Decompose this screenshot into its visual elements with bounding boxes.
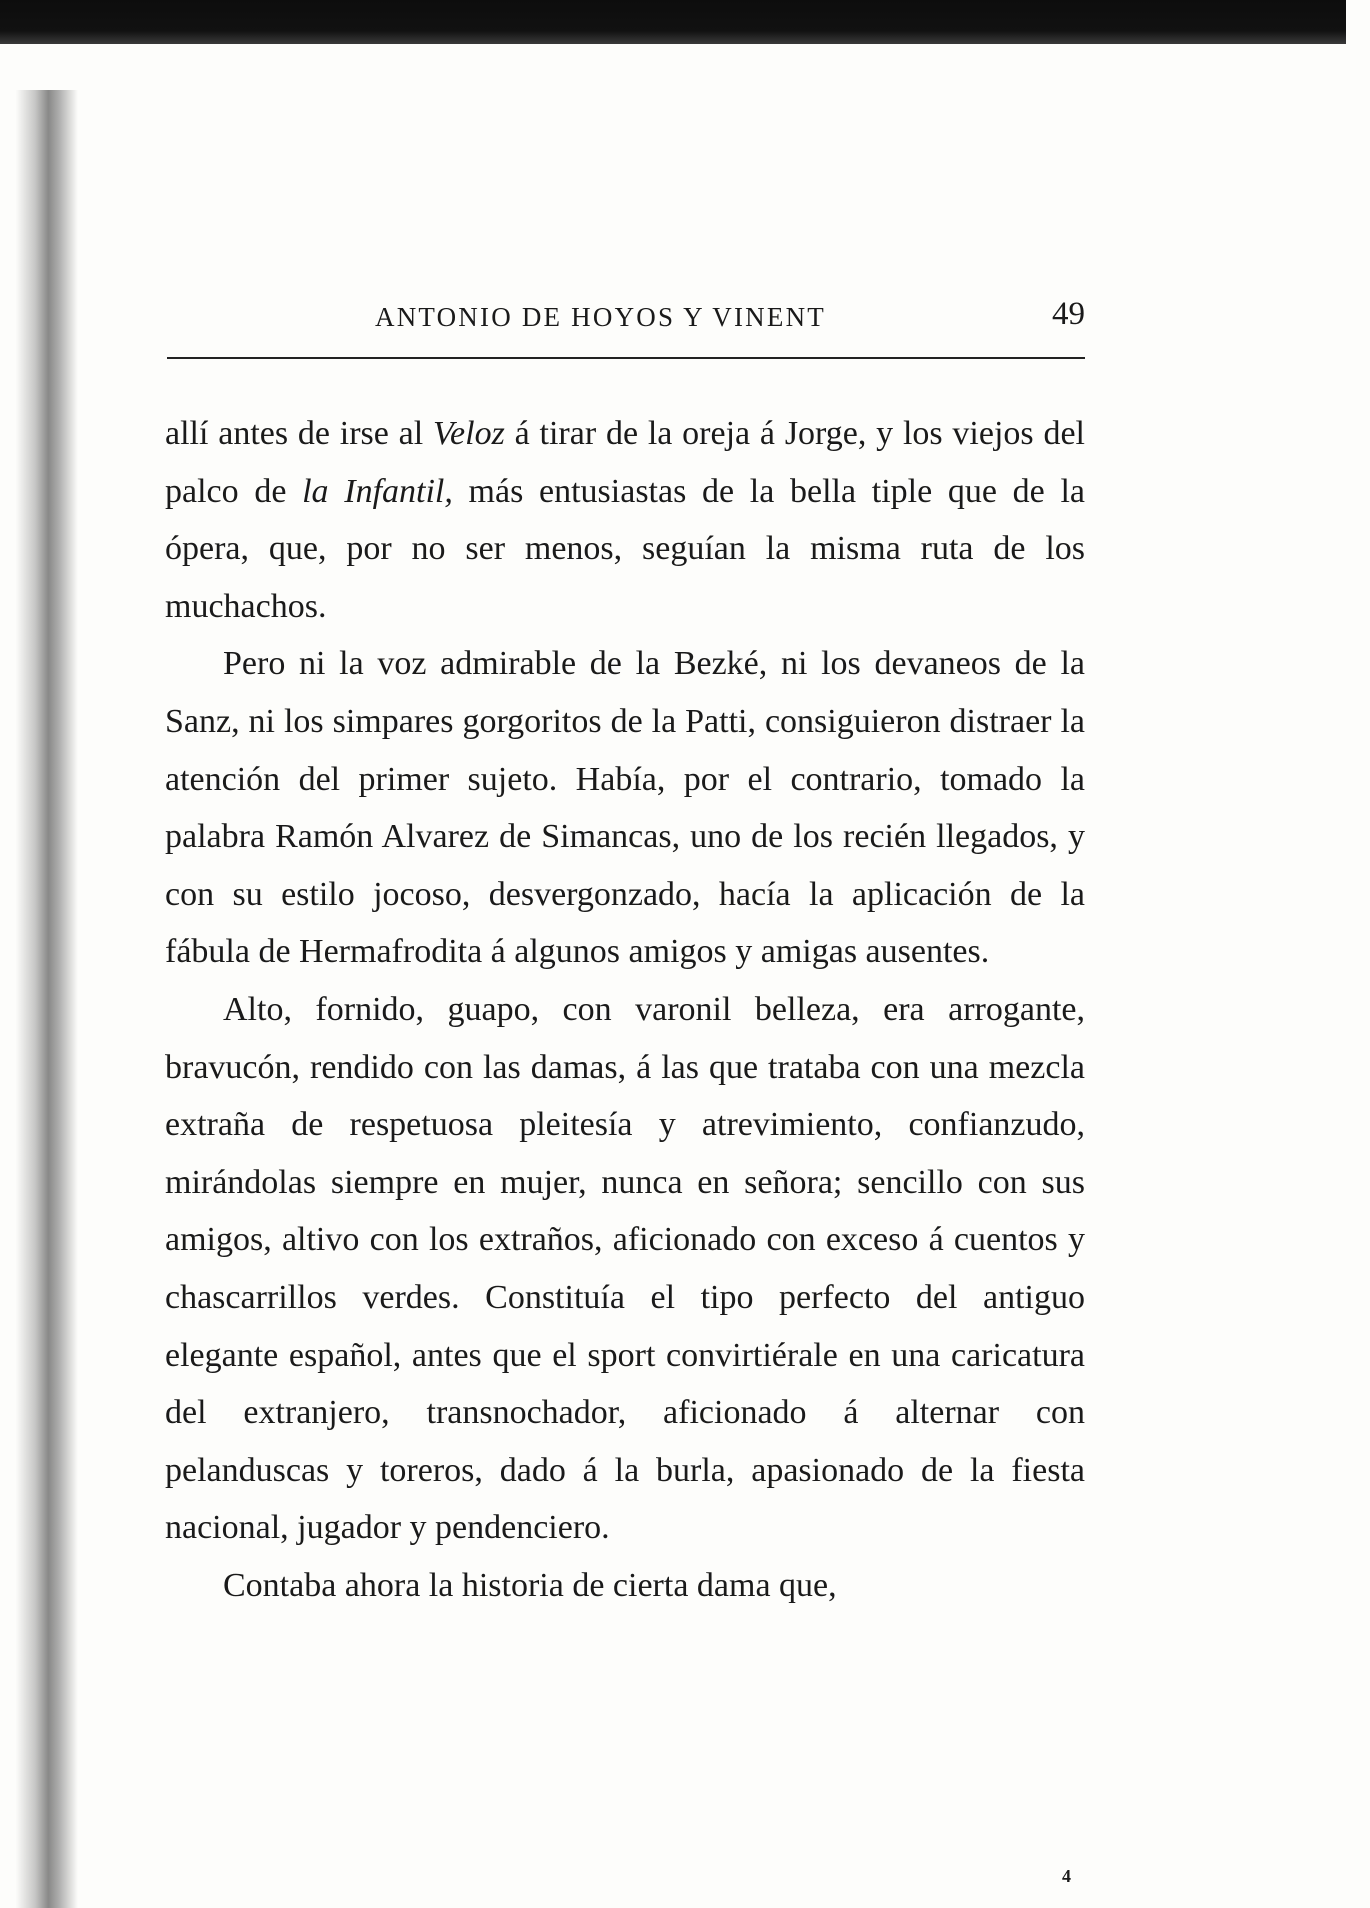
p1-italic-veloz: Veloz	[433, 415, 505, 452]
running-title: ANTONIO DE HOYOS Y VINENT	[375, 302, 826, 332]
page-header	[165, 296, 1085, 340]
paragraph-1	[165, 405, 1085, 635]
paragraph-2: Pero ni la voz admirable de la Bezké, ni los devaneos de la Sanz, ni los simpares gorgoritos de la Patti, consiguieron distraer la atención del primer sujeto. Había, por el contrario, tomado la palabra Ramón Alvarez de Simancas, uno de los recién llegados, y con su estilo jocoso, desvergonzado, hacía la aplicación de la fábula de Hermafrodita á algunos amigos y amigas ausentes.	[165, 645, 1085, 971]
signature-mark: 4	[1062, 1866, 1071, 1886]
spine-shadow	[0, 90, 78, 1908]
p1-text-a: allí antes de irse al	[165, 415, 434, 452]
p1-text-c: más entusiastas de la bella tiple que de la ópera, que, por no ser menos, seguían la misma ruta de los muchachos.	[165, 472, 1085, 625]
header-rule	[167, 357, 1085, 359]
paragraph-4: Contaba ahora la historia de cierta dama que,	[223, 1566, 837, 1604]
p1-text-b: á tirar de la oreja á Jorge, y los viejos del palco de	[165, 415, 1085, 510]
scan-top-edge	[0, 0, 1346, 44]
p1-italic-infantil: la Infantil,	[302, 472, 453, 510]
page-number: 49	[1052, 296, 1085, 332]
paragraph-3: Alto, fornido, guapo, con varonil belleza, era arrogante, bravucón, rendido con las damas, á las que trataba con una mezcla extraña de respetuosa pleitesía y atrevimiento, confianzudo, mirándolas siempre en mujer, nunca en señora; sencillo con sus amigos, altivo con los extraños, aficionado con exceso á cuentos y chascarrillos verdes. Constituía el tipo perfecto del antiguo elegante español, antes que el sport convirtiérale en una caricatura del extranjero, transnochador, aficionado á alternar con pelanduscas y toreros, dado á la burla, apasionado de la fiesta nacional, jugador y pendenciero.	[165, 990, 1085, 1547]
body-text	[165, 405, 1085, 1614]
